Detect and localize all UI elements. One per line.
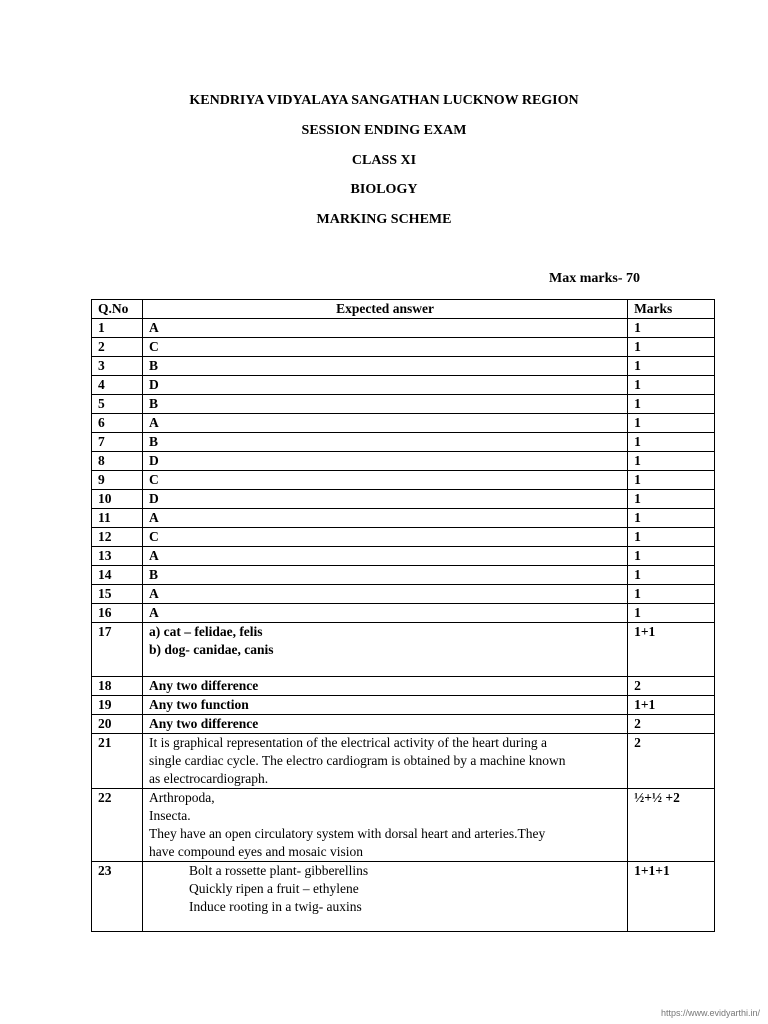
answer-cell: C xyxy=(142,338,627,357)
answer-cell: B xyxy=(142,357,627,376)
table-row xyxy=(92,547,715,566)
qno-cell: 9 xyxy=(92,471,143,490)
marks-cell: 2 xyxy=(628,677,715,696)
marks-cell: 1 xyxy=(628,471,715,490)
source-url: https://www.evidyarthi.in/ xyxy=(660,1008,760,1018)
qno-cell: 23 xyxy=(92,862,143,932)
marks-cell: 1 xyxy=(628,528,715,547)
answer-cell: A xyxy=(142,585,627,604)
marks-cell: 1 xyxy=(628,376,715,395)
marks-cell: 1+1 xyxy=(628,696,715,715)
qno-cell: 22 xyxy=(92,789,143,862)
marks-cell: 1 xyxy=(628,395,715,414)
header-expected-answer: Expected answer xyxy=(142,300,627,319)
qno-cell: 4 xyxy=(92,376,143,395)
answer-line: Induce rooting in a twig- auxins xyxy=(188,899,362,914)
marks-cell: 1 xyxy=(628,357,715,376)
marks-cell: 1+1 xyxy=(628,623,715,677)
answer-cell: Any two function xyxy=(142,696,627,715)
qno-cell: 11 xyxy=(92,509,143,528)
table-row xyxy=(92,585,715,604)
qno-cell: 15 xyxy=(92,585,143,604)
marks-cell: 1 xyxy=(628,509,715,528)
answer-line: single cardiac cycle. The electro cardiogram is obtained by a machine known xyxy=(148,753,566,768)
answer-line: Arthropoda, xyxy=(148,790,215,805)
header-region: KENDRIYA VIDYALAYA SANGATHAN LUCKNOW REGION xyxy=(189,93,579,108)
marks-cell: 1 xyxy=(628,414,715,433)
marks-cell: 2 xyxy=(628,715,715,734)
qno-cell: 14 xyxy=(92,566,143,585)
answer-cell xyxy=(142,789,627,862)
table-row xyxy=(92,566,715,585)
table-row xyxy=(92,604,715,623)
qno-cell: 13 xyxy=(92,547,143,566)
table-row xyxy=(92,490,715,509)
max-marks: Max marks- 70 xyxy=(549,271,640,286)
table-row xyxy=(92,677,715,696)
answer-cell: A xyxy=(142,319,627,338)
header-qno: Q.No xyxy=(92,300,143,319)
table-row xyxy=(92,734,715,789)
table-row xyxy=(92,623,715,677)
answer-line: Bolt a rossette plant- gibberellins xyxy=(188,863,369,878)
answer-line: a) cat – felidae, felis xyxy=(148,624,263,639)
qno-cell: 12 xyxy=(92,528,143,547)
table-row xyxy=(92,414,715,433)
answer-cell: A xyxy=(142,604,627,623)
qno-cell: 20 xyxy=(92,715,143,734)
answer-cell: A xyxy=(142,414,627,433)
marks-cell: 1 xyxy=(628,566,715,585)
answer-cell: Any two difference xyxy=(142,677,627,696)
answer-line: Quickly ripen a fruit – ethylene xyxy=(188,881,359,896)
table-row xyxy=(92,357,715,376)
answer-cell xyxy=(142,623,627,677)
marks-cell: ½+½ +2 xyxy=(628,789,715,862)
qno-cell: 8 xyxy=(92,452,143,471)
marks-cell: 1+1+1 xyxy=(628,862,715,932)
qno-cell: 3 xyxy=(92,357,143,376)
answer-cell: A xyxy=(142,509,627,528)
table-row xyxy=(92,376,715,395)
table-row xyxy=(92,509,715,528)
answer-line: Insecta. xyxy=(148,808,191,823)
marks-cell: 1 xyxy=(628,490,715,509)
header-class: CLASS XI xyxy=(351,153,417,168)
qno-cell: 10 xyxy=(92,490,143,509)
table-row xyxy=(92,452,715,471)
table-header-row xyxy=(92,300,715,319)
marking-table xyxy=(91,299,715,932)
answer-cell: D xyxy=(142,376,627,395)
answer-cell: D xyxy=(142,490,627,509)
answer-cell xyxy=(142,734,627,789)
header-subject: BIOLOGY xyxy=(350,182,418,197)
qno-cell: 5 xyxy=(92,395,143,414)
qno-cell: 21 xyxy=(92,734,143,789)
table-row xyxy=(92,696,715,715)
answer-line: as electrocardiograph. xyxy=(148,771,269,786)
answer-cell: Any two difference xyxy=(142,715,627,734)
answer-cell: C xyxy=(142,528,627,547)
qno-cell: 6 xyxy=(92,414,143,433)
qno-cell: 18 xyxy=(92,677,143,696)
qno-cell: 2 xyxy=(92,338,143,357)
answer-cell: B xyxy=(142,395,627,414)
table-row xyxy=(92,789,715,862)
answer-line: They have an open circulatory system with dorsal heart and arteries.They xyxy=(148,826,546,841)
marks-cell: 2 xyxy=(628,734,715,789)
qno-cell: 19 xyxy=(92,696,143,715)
table-row xyxy=(92,338,715,357)
header-title: MARKING SCHEME xyxy=(316,212,452,227)
answer-cell: C xyxy=(142,471,627,490)
answer-cell xyxy=(142,862,627,932)
table-row xyxy=(92,433,715,452)
table-row xyxy=(92,471,715,490)
qno-cell: 7 xyxy=(92,433,143,452)
answer-cell: A xyxy=(142,547,627,566)
qno-cell: 1 xyxy=(92,319,143,338)
table-row xyxy=(92,395,715,414)
answer-line: It is graphical representation of the electrical activity of the heart during a xyxy=(148,735,548,750)
marks-cell: 1 xyxy=(628,547,715,566)
answer-line: have compound eyes and mosaic vision xyxy=(148,844,364,859)
answer-cell: B xyxy=(142,433,627,452)
qno-cell: 16 xyxy=(92,604,143,623)
header-marks: Marks xyxy=(628,300,715,319)
qno-cell: 17 xyxy=(92,623,143,677)
header-exam: SESSION ENDING EXAM xyxy=(301,123,467,138)
table-row xyxy=(92,528,715,547)
table-row xyxy=(92,862,715,932)
marks-cell: 1 xyxy=(628,319,715,338)
table-row xyxy=(92,319,715,338)
marks-cell: 1 xyxy=(628,604,715,623)
marks-cell: 1 xyxy=(628,433,715,452)
table-row xyxy=(92,715,715,734)
answer-line: b) dog- canidae, canis xyxy=(148,642,274,657)
marks-cell: 1 xyxy=(628,452,715,471)
answer-cell: B xyxy=(142,566,627,585)
marks-cell: 1 xyxy=(628,585,715,604)
answer-cell: D xyxy=(142,452,627,471)
marks-cell: 1 xyxy=(628,338,715,357)
